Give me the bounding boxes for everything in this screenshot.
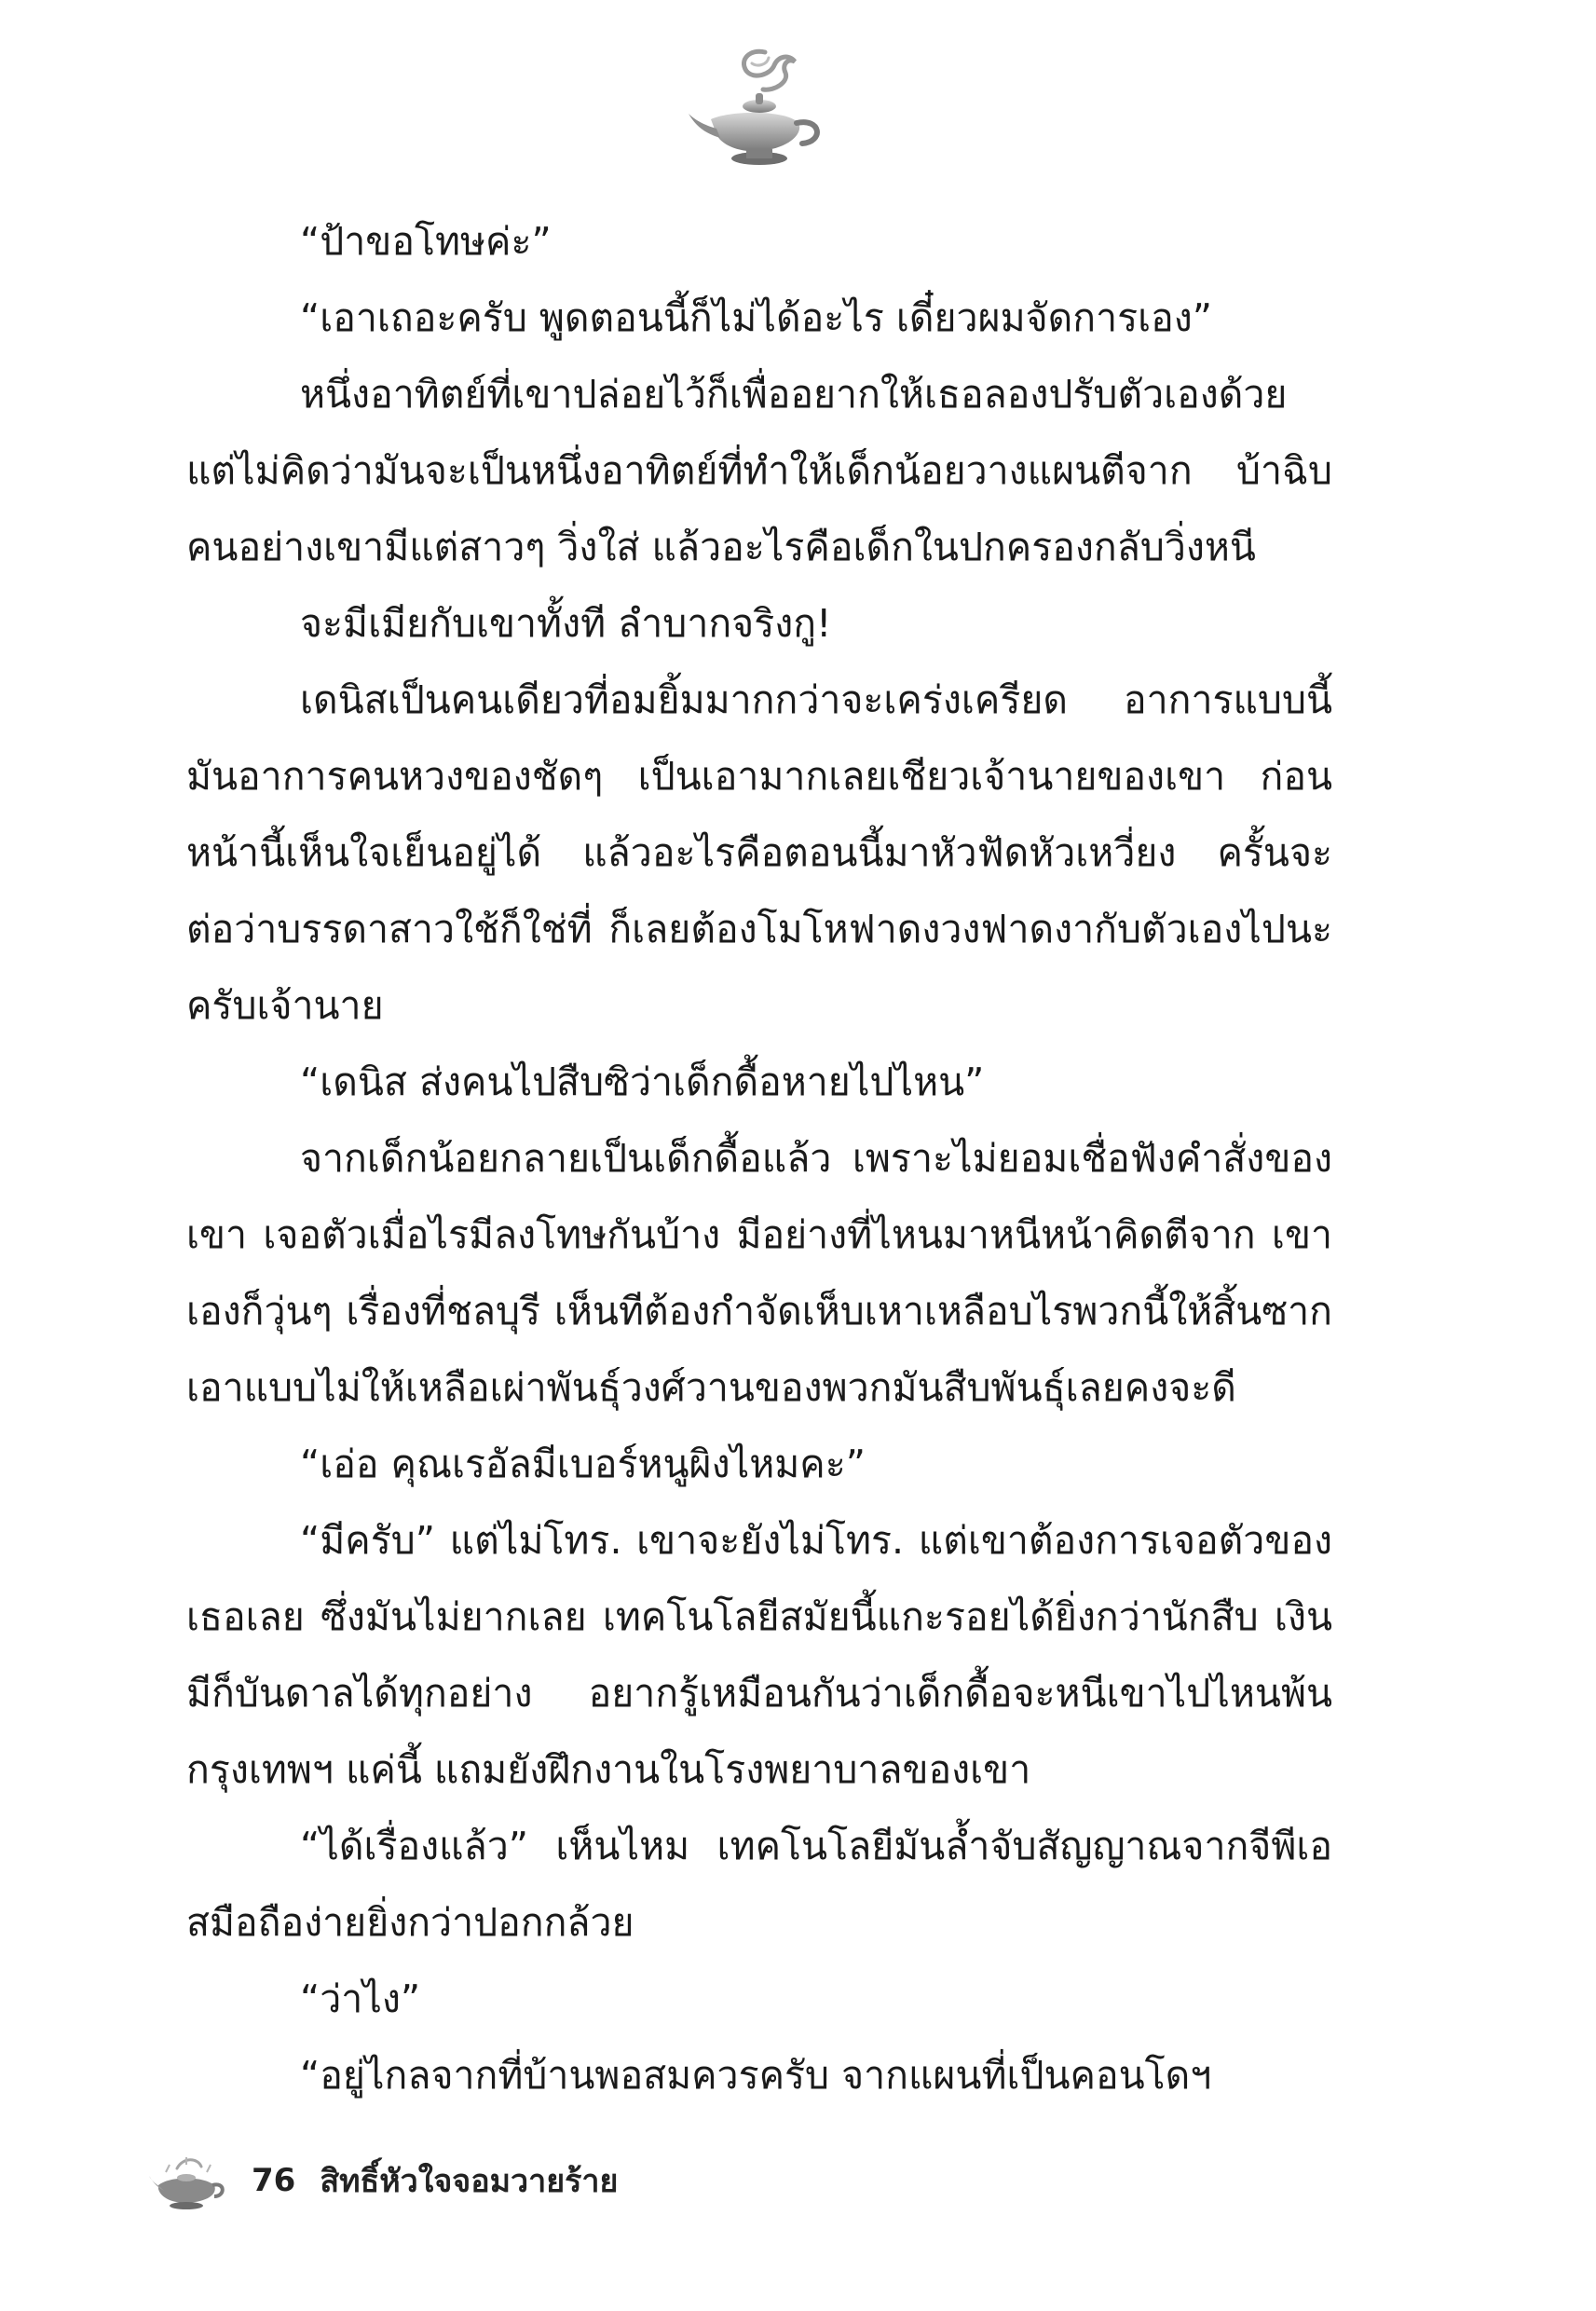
page-footer [149, 2143, 801, 2218]
paragraph: “ได้เรื่องแล้ว” เห็นไหม เทคโนโลยีมันล้ำจับสัญญาณจากจีพีเอสมือถือง่ายยิ่งกว่าปอกกล้วย [186, 1824, 1332, 1945]
paragraph: “เดนิส ส่งคนไปสืบซิว่าเด็กดื้อหายไปไหน” [300, 1060, 985, 1104]
paragraph: “เอาเถอะครับ พูดตอนนี้ก็ไม่ได้อะไร เดี๋ยวผมจัดการเอง” [300, 295, 1213, 340]
paragraph: หนึ่งอาทิตย์ที่เขาปล่อยไว้ก็เพื่ออยากให้เธอลองปรับตัวเองด้วย แต่ไม่คิดว่ามันจะเป็นหนึ่งอาทิตย์ที่ทำให้เด็กน้อยวางแผนตีจาก บ้าฉิบ คนอย่างเขามีแต่สาวๆ วิ่งใส่ แล้วอะไรคือเด็กในปกครองกลับวิ่งหนี [186, 372, 1332, 569]
paragraph: “ป้าขอโทษค่ะ” [300, 219, 552, 264]
paragraph: “เอ่อ คุณเรอัลมีเบอร์หนูผิงไหมคะ” [300, 1442, 866, 1486]
body-text [186, 203, 1332, 2113]
paragraph: “ว่าไง” [300, 1976, 421, 2021]
page-number: 76 [252, 2162, 296, 2199]
paragraph: จะมีเมียกับเขาทั้งที ลำบากจริงกู! [300, 601, 832, 646]
paragraph: “มีครับ” แต่ไม่โทร. เขาจะยังไม่โทร. แต่เขาต้องการเจอตัวของเธอเลย ซึ่งมันไม่ยากเลย เทคโนโลยีสมัยนี้แกะรอยได้ยิ่งกว่านักสืบ เงินมีก็บันดาลได้ทุกอย่าง อยากรู้เหมือนกันว่าเด็กดื้อจะหนีเขาไปไหนพ้น กรุงเทพฯ แค่นี้ แถมยังฝึกงานในโรงพยาบาลของเขา [186, 1518, 1332, 1792]
book-title: สิทธิ์หัวใจจอมวายร้าย [320, 2163, 619, 2200]
genie-lamp-icon [685, 45, 834, 175]
paragraph: จากเด็กน้อยกลายเป็นเด็กดื้อแล้ว เพราะไม่ยอมเชื่อฟังคำสั่งของเขา เจอตัวเมื่อไรมีลงโทษกันบ้าง มีอย่างที่ไหนมาหนีหน้าคิดตีจาก เขาเองก็วุ่นๆ เรื่องที่ชลบุรี เห็นทีต้องกำจัดเห็บเหาเหลือบไรพวกนี้ให้สิ้นซาก เอาแบบไม่ให้เหลือเผ่าพันธุ์วงศ์วานของพวกมันสืบพันธุ์เลยคงจะดี [186, 1136, 1332, 1410]
genie-lamp-icon [149, 2152, 225, 2209]
paragraph: เดนิสเป็นคนเดียวที่อมยิ้มมากกว่าจะเคร่งเครียด อาการแบบนี้มันอาการคนหวงของชัดๆ เป็นเอามากเลยเชียวเจ้านายของเขา ก่อนหน้านี้เห็นใจเย็นอยู่ได้ แล้วอะไรคือตอนนี้มาหัวฟัดหัวเหวี่ยง ครั้นจะต่อว่าบรรดาสาวใช้ก็ใช่ที่ ก็เลยต้องโมโหฟาดงวงฟาดงากับตัวเองไปนะครับเจ้านาย [186, 677, 1332, 1028]
paragraph: “อยู่ไกลจากที่บ้านพอสมควรครับ จากแผนที่เป็นคอนโดฯ [300, 2053, 1212, 2098]
